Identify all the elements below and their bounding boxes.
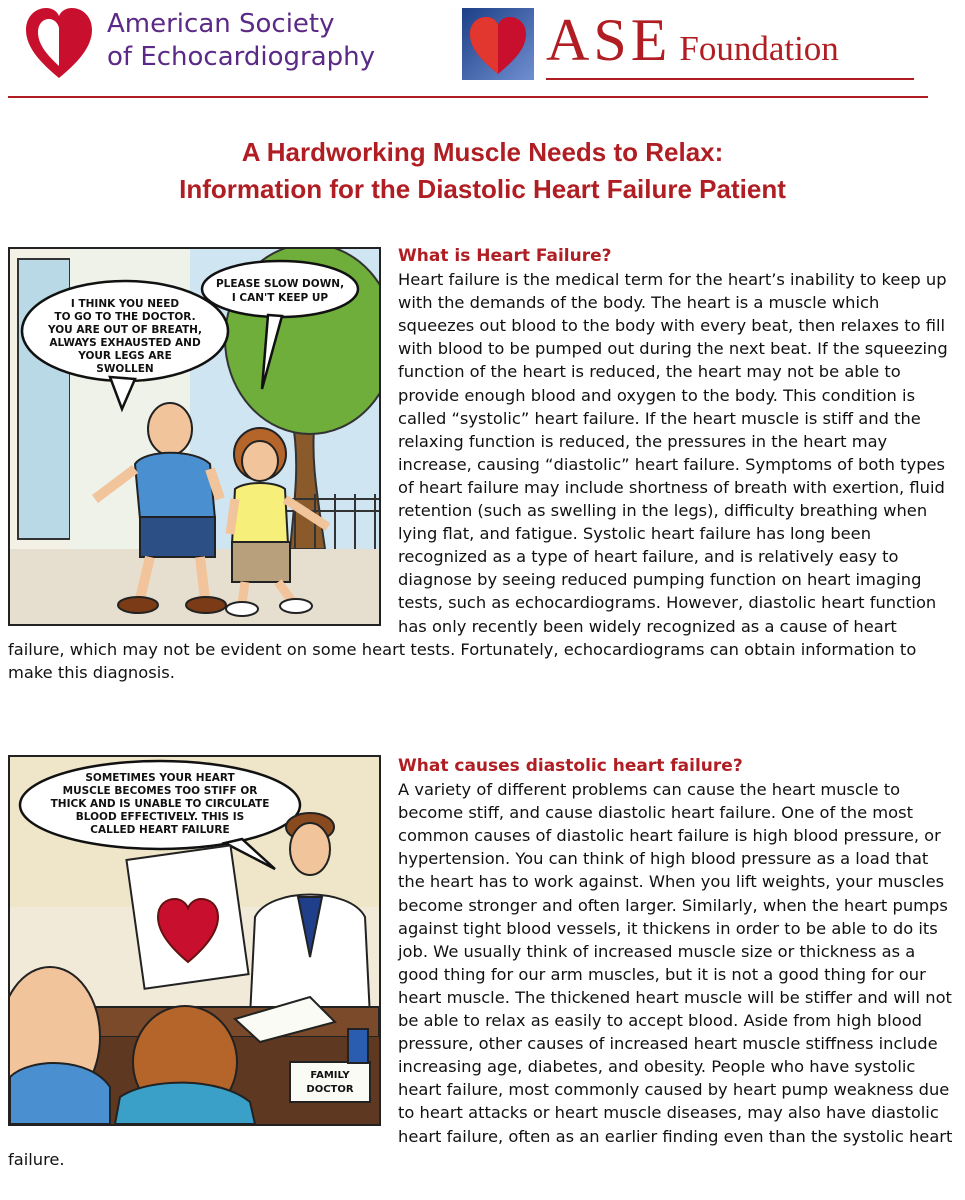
foundation-abbrev: ASE [546,7,672,73]
foundation-name [546,6,839,75]
foundation-word: Foundation [679,29,839,68]
society-name-line2: of Echocardiography [107,42,376,72]
title-line2: Information for the Diastolic Heart Failure Patient [179,174,786,204]
bubble-doctor-line: SOMETIMES YOUR HEART [85,772,235,784]
society-name-line1: American Society [107,9,335,39]
nameplate-line: DOCTOR [306,1084,354,1095]
nameplate [290,1062,370,1102]
header-divider [8,96,928,98]
heart-diagram-card [126,845,248,988]
nameplate-line: FAMILY [310,1070,350,1081]
society-name [107,8,375,74]
foundation-underline [546,78,914,80]
page-title [0,134,965,208]
bubble-left-line: SWOLLEN [96,363,154,375]
bubble-doctor-line: THICK AND IS UNABLE TO CIRCULATE [50,798,270,810]
comic-doctor-visit-illustration [10,757,379,1124]
bubble-left-line: YOU ARE OUT OF BREATH, [48,324,202,336]
bubble-left-line: I THINK YOU NEED [70,298,180,310]
bubble-doctor-line: MUSCLE BECOMES TOO STIFF OR [62,785,258,797]
bubble-doctor-line: CALLED HEART FAILURE [90,824,230,836]
bubble-left-line: ALWAYS EXHAUSTED AND [49,337,201,349]
comic-walking-couple-illustration [10,249,379,624]
section-body: Heart failure is the medical term for the heart’s inability to keep up with the demands of the body. The heart is a muscle which squeezes out blood to the body with every beat, then relaxes to fill with blood to be pumped out during the next beat. If the squeezing function of the heart is reduced, the heart may not be able to provide enough blood and oxygen to the body. This condition is called “systolic” heart failure. If the heart muscle is stiff and the relaxing function is reduced, the pressures in the heart may increase, causing “diastolic” heart failure. Symptoms of both types of heart failure may include shortness of breath with exertion, fluid retention (such as swelling in the legs), difficulty breathing when lying flat, and fatigue. Systolic heart failure has long been recognized as a type of heart failure, and is relatively easy to diagnose by seeing reduced pumping function on heart imaging tests, such as echocardiograms. However, diastolic heart function has only recently been widely recognized as a cause of heart failure, which may not be evident on some heart tests. Fortunately, echocardiograms can obtain information to make this diagnosis. [8,270,948,682]
comic-doctor-visit [8,755,381,1126]
title-line1: A Hardworking Muscle Needs to Relax: [241,137,724,167]
bubble-left-line: YOUR LEGS ARE [78,350,172,362]
comic-walking-couple [8,247,381,626]
bubble-right-line: I CAN'T KEEP UP [231,292,329,304]
bubble-left-line: TO GO TO THE DOCTOR. [54,311,196,323]
section-what-is-heart-failure [8,245,953,684]
section-heading: What causes diastolic heart failure? [398,756,743,776]
section-what-causes-diastolic-heart-failure [8,755,953,1171]
bubble-doctor-line: BLOOD EFFECTIVELY. THIS IS [75,811,245,823]
bubble-right-line: PLEASE SLOW DOWN, [215,278,345,290]
page-header [0,0,965,100]
section-body: A variety of different problems can cause the heart muscle to become stiff, and cause diastolic heart failure. One of the most common causes of diastolic heart failure is high blood pressure, or hypertension. You can think of high blood pressure as a load that the heart has to work against. When you lift weights, your muscles become stronger and often larger. Similarly, when the heart pumps against tight blood vessels, it thickens in order to be able to do its job. We usually think of increased muscle size or thickness as a good thing for our arm muscles, but it is not a good thing for our heart muscle. The thickened heart muscle will be stiffer and will not be able to relax as easily to accept blood. Aside from high blood pressure, other causes of increased heart muscle stiffness include increasing age, diabetes, and obesity. People who have systolic heart failure, most commonly caused by heart pump weakness due to heart attacks or heart muscle diseases, may also have diastolic heart failure, often as an earlier finding even than the systolic heart failure. [8,780,953,1169]
ase-heart-logo-icon [22,4,96,82]
section-heading: What is Heart Failure? [398,246,612,266]
ase-foundation-logo-icon [462,8,534,80]
